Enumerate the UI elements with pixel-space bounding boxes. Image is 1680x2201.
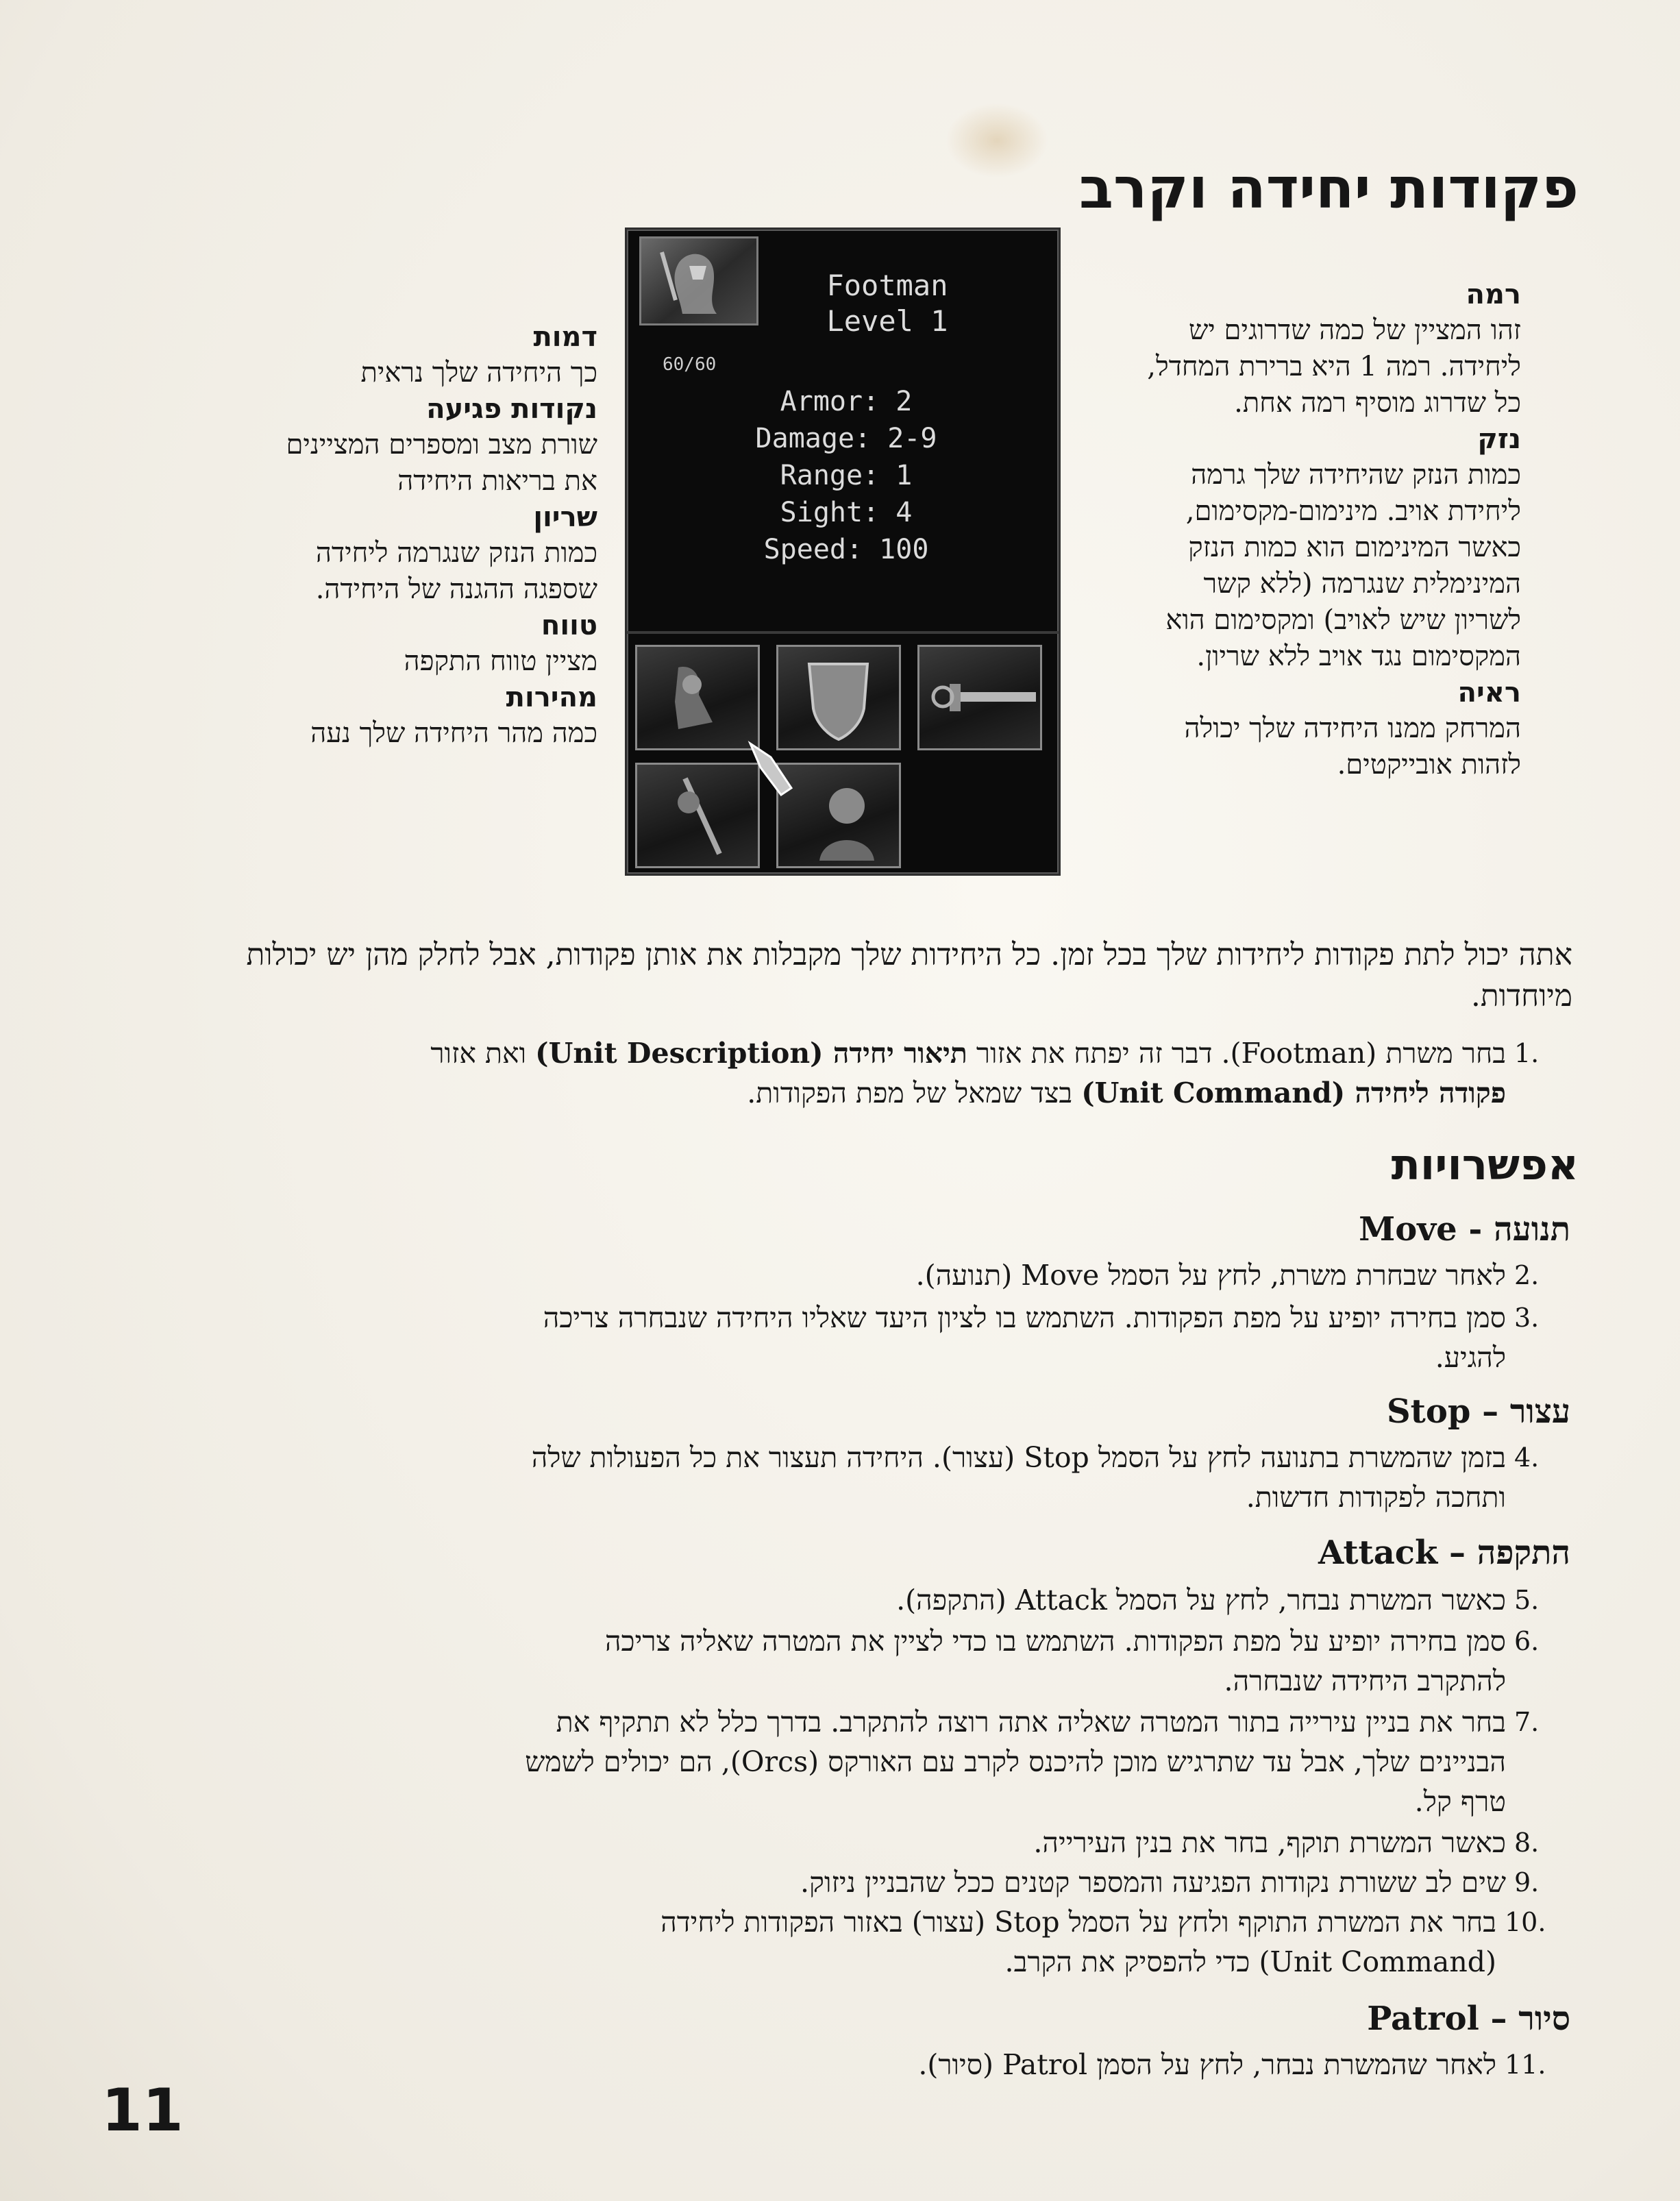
unit-portrait [639,236,758,325]
item-line: לאחר שבחרת משרת, לחץ על הסמל Move (תנועה). [915,1259,1506,1292]
definition-damage [1069,421,1521,675]
panel-divider [627,631,1059,634]
list-item-2 [206,1255,1506,1295]
stat-range: Range: 1 [780,460,913,491]
list-item-8 [206,1823,1506,1862]
shield-icon [778,647,899,748]
definition-line: כאשר המינימום הוא כמות הנזק [1188,532,1521,563]
definition-line: לשריון שיש לאויב) ומקסימום הוא [1165,604,1521,636]
definition-armor [144,500,597,608]
definition-sight [1069,675,1521,783]
page-title: פקודות יחידה וקרב [1079,156,1579,221]
unit-stats [709,383,983,568]
unit-name: Footman [826,269,948,302]
definition-line: המקסימום נגד אויב ללא שריון. [1196,641,1521,672]
list-item-5 [206,1580,1506,1620]
hit-points-readout: 60/60 [663,354,717,375]
definition-term: שריון [533,502,597,533]
item-line: לאחר שהמשרת נבחר, לחץ על הסמן Patrol (סיור). [918,2048,1496,2081]
list-number: 7. [1514,1707,1540,1737]
definition-line: המינימלית שנגרמה (ללא קשר [1203,568,1521,600]
definition-speed [144,680,597,752]
item-line: ותחכה לפקודות חדשות. [1246,1481,1506,1514]
definition-line: לזהות אובייקטים. [1337,749,1521,780]
item-text: ואת אזור [430,1037,536,1070]
item-line: בחר את המשרת התוקף ולחץ על הסמל Stop (עצור) באזור הפקודות ליחידה [660,1906,1496,1939]
list-item-3 [206,1298,1506,1377]
list-number: 3. [1514,1303,1540,1333]
item-line: הבניינים שלך, אבל עד שתרגיש מוכן להיכנס לקרב עם האורקס (Orcs), הם יכולים לשמש [525,1745,1506,1778]
options-heading: אפשרויות [1391,1140,1579,1190]
definition-line: זהו המציין של כמה שדרוגים יש [1188,315,1521,346]
list-item-9 [206,1862,1506,1902]
definition-term: נזק [1477,423,1521,455]
item-line: שים לב ששורת נקודות הפגיעה והמספר קטנים ככל שהבניין ניזוק. [800,1866,1506,1899]
attack-command-button[interactable] [917,645,1042,750]
list-number: 6. [1514,1626,1540,1656]
unit-level: Level 1 [826,304,948,338]
unit-info-panel [625,228,1061,876]
definition-line: כמות הנזק שנגרמה ליחידה [315,537,597,569]
item-bold-text: פקודה ליחידה (Unit Command) [1081,1077,1506,1109]
definition-line: המרחק ממנו היחידה שלך יכולה [1184,713,1521,744]
definition-line: ליחידת אויב. מינימום-מקסימום, [1185,495,1521,527]
list-item-1 [226,1033,1506,1113]
item-line: סמן בחירה יופיע על מפת הפקודות. השתמש בו לציון היעד שאליו היחידה שנבחרה צריכה [543,1301,1506,1334]
item-bold-text: תיאור יחידה (Unit Description) [535,1037,967,1070]
cursor-gauntlet-icon [743,737,798,798]
definition-line: כל שדרוג מוסיף רמה אחת. [1234,387,1521,419]
definition-line: ליחידה. רמה 1 היא ברירת המחדל, [1147,351,1521,382]
item-line: בחר את בניין עירייה בתור המטרה שאליה אתה רוצה להתקרב. בדרך כלל לא תתקיף את [556,1706,1506,1738]
section-heading-stop: עצור – Stop [1386,1392,1570,1431]
definition-term: מהירות [506,682,597,713]
stat-damage: Damage: 2-9 [755,423,937,454]
list-number: 2. [1514,1260,1540,1290]
stat-armor: Armor: 2 [780,386,913,417]
list-item-11 [206,2045,1496,2085]
boots-icon [637,647,758,748]
definition-line: כמה מהר היחידה שלך נעה [310,717,597,749]
patrol-icon [637,765,758,866]
item-line: בזמן שהמשרת בתנועה לחץ על הסמל Stop (עצור). היחידה תעצור את כל הפעולות שלה [531,1441,1506,1474]
definition-line: כך היחידה שלך נראית [360,357,597,389]
definition-line: שספגה ההגנה של היחידה. [315,574,597,605]
move-command-button[interactable] [635,645,760,750]
left-column-definitions [144,319,597,752]
item-line: טרף קל. [1414,1785,1506,1818]
definition-line: כמות הנזק שהיחידה שלך גרמה [1191,459,1521,491]
list-number: 11. [1505,2050,1546,2080]
definition-hit-points [144,391,597,500]
section-heading-patrol: סיור – Patrol [1367,2000,1570,2038]
list-number: 1. [1514,1038,1540,1068]
definition-portrait [144,319,597,391]
list-number: 10. [1505,1907,1546,1937]
stat-sight: Sight: 4 [780,497,913,528]
item-line: סמן בחירה יופיע על מפת הפקודות. השתמש בו כדי לציין את המטרה שאליה צריכה [604,1625,1506,1658]
list-item-7 [206,1702,1506,1821]
definition-range [144,608,597,680]
list-number: 9. [1514,1867,1540,1897]
list-number: 5. [1514,1585,1540,1615]
right-column-definitions [1069,277,1521,783]
definition-line: מציין טווח התקפה [404,645,597,677]
sword-icon [919,647,1040,748]
item-line: להתקרב היחידה שנבחרה. [1224,1664,1506,1697]
definition-line: שורת מצב ומספרים המציינים [286,429,597,460]
list-number: 4. [1514,1442,1540,1473]
definition-term: נקודות פגיעה [426,393,597,425]
item-text: בצד שמאל של מפת הפקודות. [747,1077,1082,1109]
list-item-4 [206,1438,1506,1517]
definition-term: רמה [1466,279,1521,310]
item-line: כאשר המשרת נבחר, לחץ על הסמל Attack (התקפה). [896,1584,1506,1616]
stat-speed: Speed: 100 [763,534,929,565]
patrol-command-button[interactable] [635,763,760,868]
definition-term: ראיה [1457,677,1521,709]
list-number: 8. [1514,1828,1540,1858]
item-line: להגיע. [1435,1341,1506,1374]
intro-paragraph: אתה יכול לתת פקודות ליחידות שלך בכל זמן. כל היחידות שלך מקבלות את אותן פקודות, אבל לחלק מהן יש יכולות מיוחדות. [246,937,1572,1013]
section-heading-attack: התקפה – Attack [1318,1534,1570,1572]
item-line: (Unit Command) כדי להפסיק את הקרב. [1004,1945,1496,1978]
footman-portrait-icon [641,238,756,323]
section-heading-move: תנועה - Move [1359,1210,1570,1249]
page-number: 11 [101,2076,184,2145]
item-text: בחר משרת (Footman). דבר זה יפתח את אזור [967,1037,1506,1070]
definition-line: את בריאות היחידה [397,465,597,497]
stop-command-button[interactable] [776,645,901,750]
definition-term: טווח [541,610,597,641]
list-item-6 [206,1621,1506,1701]
list-item-10 [206,1902,1496,1982]
definition-term: דמות [533,321,597,353]
item-line: כאשר המשרת תוקף, בחר את בנין העירייה. [1033,1826,1506,1859]
definition-level [1069,277,1521,421]
